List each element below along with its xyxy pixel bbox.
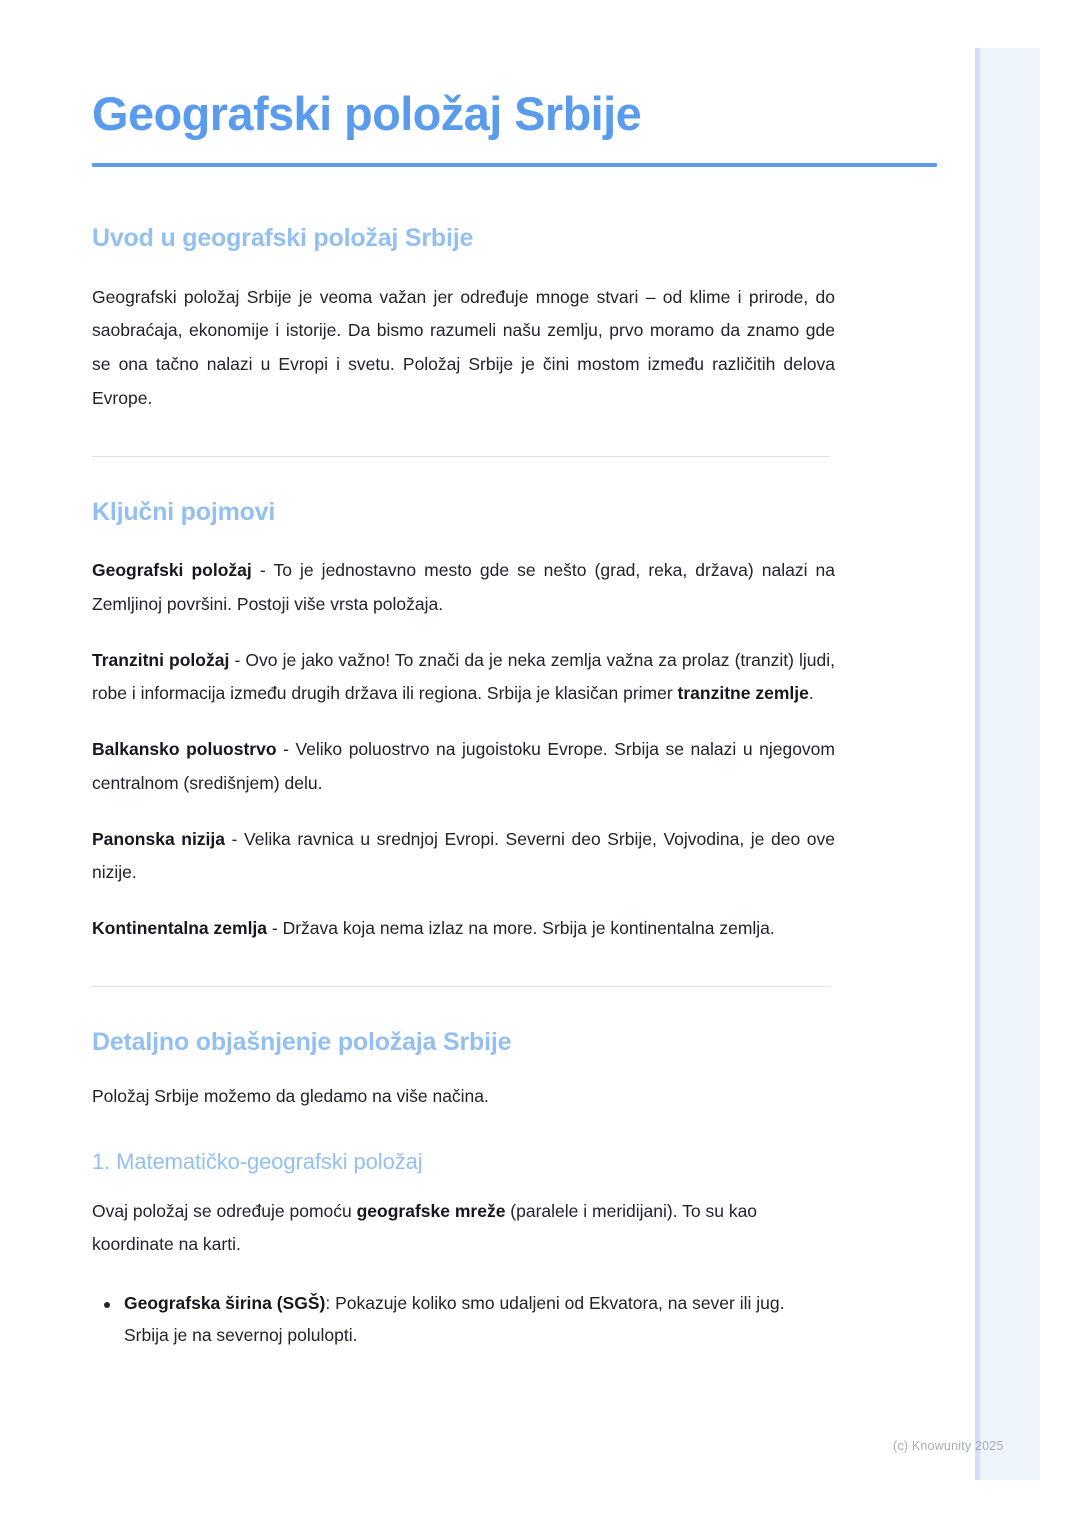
term-label: Geografski položaj	[92, 560, 252, 581]
section-heading-detailed: Detaljno objašnjenje položaja Srbije	[92, 1027, 512, 1056]
term-definition: Velika ravnica u srednjoj Evropi. Severni deo Srbije, Vojvodina, je deo ove nizije.	[92, 828, 835, 883]
section-heading-intro: Uvod u geografski položaj Srbije	[92, 224, 474, 253]
term-definition-part-b: .	[808, 683, 814, 704]
term-label: Panonska nizija	[92, 828, 226, 849]
subsection-paragraph-part-b: (paralele i meridijani). To su kao koordinate na karti.	[92, 1200, 758, 1255]
subsection-heading-matematicko-geografski: 1. Matematičko-geografski položaj	[92, 1148, 423, 1174]
term-dash: -	[267, 918, 283, 939]
detailed-paragraph: Položaj Srbije možemo da gledamo na više načina.	[92, 1086, 489, 1107]
bullet-colon: :	[325, 1293, 336, 1314]
subsection-paragraph-part-a: Ovaj položaj se određuje pomoću	[92, 1200, 357, 1221]
copyright-watermark: (c) Knowunity 2025	[893, 1439, 1004, 1453]
page-side-strip	[975, 48, 1040, 1480]
subsection-paragraph-emphasis: geografske mreže	[356, 1200, 506, 1221]
term-label: Kontinentalna zemlja	[92, 918, 268, 939]
term-dash: -	[229, 649, 246, 670]
term-dash: -	[276, 739, 296, 760]
key-term-kontinentalna-zemlja	[92, 912, 835, 946]
key-term-geografski-polozaj	[92, 554, 835, 622]
page-title: Geografski položaj Srbije	[92, 87, 642, 140]
term-definition-emphasis: tranzitne zemlje	[677, 683, 809, 704]
intro-paragraph: Geografski položaj Srbije je veoma važan jer određuje mnoge stvari – od klime i prirode, do saobraćaja, ekonomije i istorije. Da bismo razumeli našu zemlju, prvo moramo da znamo gde se ona tačno nalazi u Evropi i svetu. Položaj Srbije je čini mostom između različitih delova Evrope.	[92, 286, 835, 408]
bullet-text: Pokazuje koliko smo udaljeni od Ekvatora, na sever ili jug. Srbija je na severnoj polulopti.	[124, 1293, 785, 1345]
key-term-balkansko-poluostrvo	[92, 733, 835, 801]
key-term-tranzitni-polozaj	[92, 644, 835, 712]
bullet-label: Geografska širina (SGŠ)	[124, 1293, 326, 1314]
term-dash: -	[225, 828, 245, 849]
subsection-bullet-list	[92, 1288, 835, 1352]
term-definition: Veliko poluostrvo na jugoistoku Evrope. Srbija se nalazi u njegovom centralnom (središnjem) delu.	[92, 739, 835, 793]
key-term-panonska-nizija	[92, 823, 835, 891]
term-definition: Država koja nema izlaz na more. Srbija je kontinentalna zemlja.	[282, 918, 775, 939]
term-label: Balkansko poluostrvo	[92, 739, 277, 760]
section-heading-key-terms: Ključni pojmovi	[92, 497, 276, 526]
term-label: Tranzitni položaj	[92, 649, 230, 670]
term-definition: To je jednostavno mesto gde se nešto (grad, reka, država) nalazi na Zemljinoj površini. Postoji više vrsta položaja.	[92, 560, 835, 614]
list-item	[124, 1288, 824, 1352]
term-definition-part-a: Ovo je jako važno! To znači da je neka zemlja važna za prolaz (tranzit) ljudi, robe i informacija između drugih država ili regiona. Srbija je klasičan primer	[92, 649, 836, 704]
term-dash: -	[251, 560, 274, 581]
subsection-paragraph	[92, 1195, 835, 1263]
